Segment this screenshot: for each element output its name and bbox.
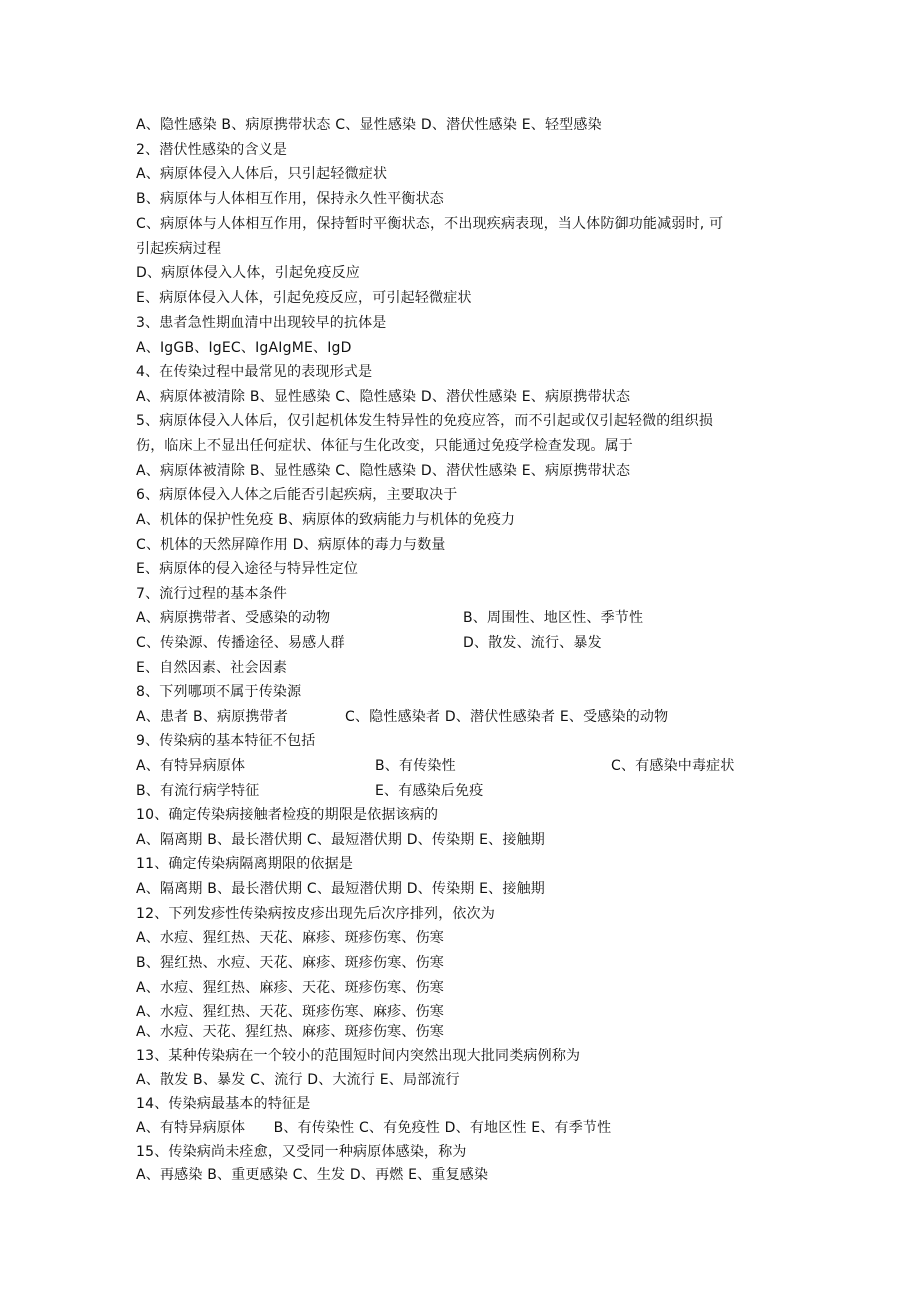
q11-stem: 11、确定传染病隔离期限的依据是 bbox=[136, 856, 354, 872]
q12-stem: 12、下列发疹性传染病按皮疹出现先后次序排列，依次为 bbox=[136, 906, 496, 922]
q8-options-ab: A、患者 B、病原携带者 bbox=[136, 709, 289, 725]
q7-option-e: E、自然因素、社会因素 bbox=[136, 660, 288, 676]
q8-options-rest: C、隐性感染者 D、潜伏性感染者 E、受感染的动物 bbox=[345, 709, 669, 725]
q8-stem: 8、下列哪项不属于传染源 bbox=[136, 684, 302, 700]
q9-option-a: A、有特异病原体 bbox=[136, 758, 246, 774]
q7-stem: 7、流行过程的基本条件 bbox=[136, 586, 288, 602]
q2-option-b: B、病原体与人体相互作用，保持永久性平衡状态 bbox=[136, 191, 445, 207]
q4-stem: 4、在传染过程中最常见的表现形式是 bbox=[136, 364, 373, 380]
q9-option-b2: B、有流行病学特征 bbox=[136, 783, 260, 799]
q5-options: A、病原体被清除 B、显性感染 C、隐性感染 D、潜伏性感染 E、病原携带状态 bbox=[136, 463, 631, 479]
q2-stem: 2、潜伏性感染的含义是 bbox=[136, 142, 288, 158]
q1-options: A、隐性感染 B、病原携带状态 C、显性感染 D、潜伏性感染 E、轻型感染 bbox=[136, 117, 602, 133]
q2-option-c: C、病原体与人体相互作用，保持暂时平衡状态，不出现疾病表现，当人体防御功能减弱时, 可 bbox=[136, 216, 724, 232]
q7-option-a: A、病原携带者、受感染的动物 bbox=[136, 610, 331, 626]
q9-option-c: C、有感染中毒症状 bbox=[611, 758, 735, 774]
q12-option-e: A、水痘、天花、猩红热、麻疹、斑疹伤寒、伤寒 bbox=[136, 1024, 444, 1040]
q2-option-a: A、病原体侵入人体后，只引起轻微症状 bbox=[136, 166, 388, 182]
q3-stem: 3、患者急性期血清中出现较早的抗体是 bbox=[136, 315, 387, 331]
q6-options-cd: C、机体的天然屏障作用 D、病原体的毒力与数量 bbox=[136, 537, 446, 553]
q10-options: A、隔离期 B、最长潜伏期 C、最短潜伏期 D、传染期 E、接触期 bbox=[136, 832, 545, 848]
q12-option-d: A、水痘、猩红热、天花、斑疹伤寒、麻疹、伤寒 bbox=[136, 1004, 444, 1020]
q6-options-ab: A、机体的保护性免疫 B、病原体的致病能力与机体的免疫力 bbox=[136, 512, 516, 528]
q15-options: A、再感染 B、重更感染 C、生发 D、再燃 E、重复感染 bbox=[136, 1167, 489, 1183]
q2-option-c-cont: 引起疾病过程 bbox=[136, 241, 222, 257]
q4-options: A、病原体被清除 B、显性感染 C、隐性感染 D、潜伏性感染 E、病原携带状态 bbox=[136, 389, 631, 405]
q9-option-b: B、有传染性 bbox=[375, 758, 456, 774]
q7-option-c: C、传染源、传播途径、易感人群 bbox=[136, 635, 345, 651]
q2-option-d: D、病原体侵入人体，引起免疫反应 bbox=[136, 265, 360, 281]
q13-options: A、散发 B、暴发 C、流行 D、大流行 E、局部流行 bbox=[136, 1072, 460, 1088]
q10-stem: 10、确定传染病接触者检疫的期限是依据该病的 bbox=[136, 807, 439, 823]
q5-stem: 5、病原体侵入人体后，仅引起机体发生特异性的免疫应答，而不引起或仅引起轻微的组织损 bbox=[136, 413, 714, 429]
q12-option-b: B、猩红热、水痘、天花、麻疹、斑疹伤寒、伤寒 bbox=[136, 955, 445, 971]
q6-stem: 6、病原体侵入人体之后能否引起疾病，主要取决于 bbox=[136, 487, 458, 503]
q7-option-b: B、周围性、地区性、季节性 bbox=[463, 610, 644, 626]
q9-option-e: E、有感染后免疫 bbox=[375, 783, 484, 799]
q11-options: A、隔离期 B、最长潜伏期 C、最短潜伏期 D、传染期 E、接触期 bbox=[136, 881, 545, 897]
q3-options: A、IgGB、IgEC、IgAIgME、IgD bbox=[136, 340, 352, 356]
q9-stem: 9、传染病的基本特征不包括 bbox=[136, 733, 316, 749]
q12-option-c: A、水痘、猩红热、麻疹、天花、斑疹伤寒、伤寒 bbox=[136, 980, 444, 996]
q2-option-e: E、病原体侵入人体，引起免疫反应，可引起轻微症状 bbox=[136, 290, 472, 306]
q7-option-d: D、散发、流行、暴发 bbox=[463, 635, 602, 651]
q12-option-a: A、水痘、猩红热、天花、麻疹、斑疹伤寒、伤寒 bbox=[136, 930, 444, 946]
q14-options: A、有特异病原体 B、有传染性 C、有免疫性 D、有地区性 E、有季节性 bbox=[136, 1120, 612, 1136]
q5-stem-cont: 伤，临床上不显出任何症状、体征与生化改变，只能通过免疫学检查发现。属于 bbox=[136, 438, 633, 454]
q15-stem: 15、传染病尚未痊愈，又受同一种病原体感染，称为 bbox=[136, 1144, 467, 1160]
q6-option-e: E、病原体的侵入途径与特异性定位 bbox=[136, 561, 359, 577]
q14-stem: 14、传染病最基本的特征是 bbox=[136, 1096, 311, 1112]
q13-stem: 13、某种传染病在一个较小的范围短时间内突然出现大批同类病例称为 bbox=[136, 1048, 581, 1064]
